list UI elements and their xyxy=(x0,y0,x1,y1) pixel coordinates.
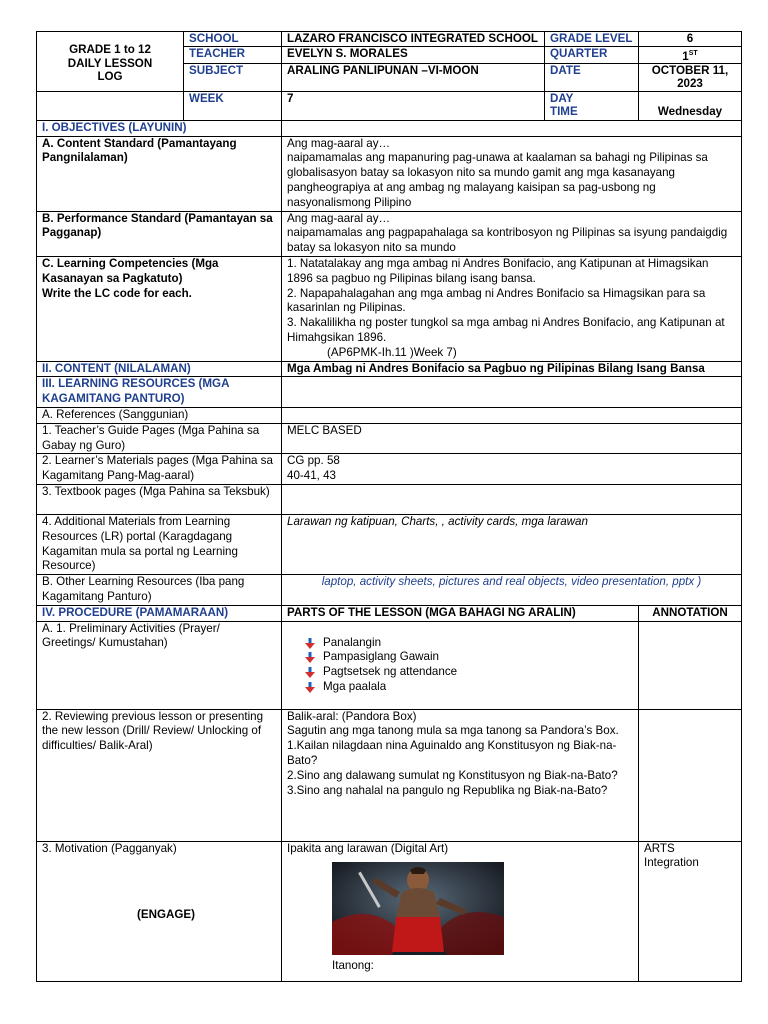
motivation-phase: (ENGAGE) xyxy=(137,908,195,922)
preliminary-item xyxy=(305,650,633,665)
tg-label: 1. Teacher’s Guide Pages (Mga Pahina sa Gabay ng Guro) xyxy=(37,423,282,454)
label-subject: SUBJECT xyxy=(184,63,282,91)
label-quarter: QUARTER xyxy=(545,46,639,63)
label-week: WEEK xyxy=(184,91,282,120)
motivation-text: Ipakita ang larawan (Digital Art) xyxy=(287,841,449,855)
arrow-down-bullet-icon xyxy=(305,638,315,649)
arrow-down-bullet-icon xyxy=(305,682,315,693)
performance-standard-text: Ang mag-aaral ay… naipamamalas ang pagpapahalaga sa kontribosyon ng Pilipinas sa isyung pandaigdig batay sa lokasyon nito sa mundo xyxy=(282,211,742,256)
competencies-cell xyxy=(282,257,742,362)
label-date: DATE xyxy=(545,63,639,91)
review-text: Balik-aral: (Pandora Box) Sagutin ang mga tanong mula sa mga tanong sa Pandora’s Box. 1.Kailan nilagdaan nina Aguinaldo ang Konstitusyon ng Biak-na-Bato? 2.Sino ang dalawang sumulat ng Konstitusyon ng Biak-na-Bato? 3.Sino ang nahalal na pangulo ng Republika ng Biak-na-Bato? xyxy=(282,709,639,841)
section-procedure-title: IV. PROCEDURE (PAMAMARAAN) xyxy=(37,605,282,621)
section-objectives-title: I. OBJECTIVES (LAYUNIN) xyxy=(37,120,282,136)
textbook-label: 3. Textbook pages (Mga Pahina sa Teksbuk) xyxy=(37,484,282,514)
label-teacher: TEACHER xyxy=(184,46,282,63)
additional-label: 4. Additional Materials from Learning Resources (LR) portal (Karagdagang Kagamitan mula sa portal ng Learning Resource) xyxy=(37,514,282,574)
value-teacher: EVELYN S. MORALES xyxy=(282,46,545,63)
section-resources-title: III. LEARNING RESOURCES (MGA KAGAMITANG PANTURO) xyxy=(37,377,282,408)
label-day-time: DAY TIME xyxy=(545,91,639,120)
digital-art-image xyxy=(332,862,504,955)
references-label: A. References (Sanggunian) xyxy=(37,408,282,424)
other-text: laptop, activity sheets, pictures and real objects, video presentation, pptx ) xyxy=(282,575,742,606)
performance-standard-label: B. Performance Standard (Pamantayan sa Pagganap) xyxy=(37,211,282,256)
arrow-down-bullet-icon xyxy=(305,667,315,678)
motivation-annotation: ARTS Integration xyxy=(639,841,742,981)
parts-header: PARTS OF THE LESSON (MGA BAHAGI NG ARALIN) xyxy=(282,605,639,621)
preliminary-item-label: Panalangin xyxy=(323,635,382,649)
lm-text: CG pp. 58 40-41, 43 xyxy=(282,454,742,485)
motivation-question: Itanong: xyxy=(332,959,374,973)
preliminary-cell xyxy=(282,621,639,709)
preliminary-item-label: Pagtsetsek ng attendance xyxy=(323,665,458,679)
content-standard-text: Ang mag-aaral ay… naipamamalas ang mapanuring pag-unawa at kaalaman sa bahagi ng Pilipinas sa globalisasyon batay sa lokasyon nito sa mundo gamit ang mga kasanayang pangheograpiya at ang ambag ng malayang kaisipan sa pag-usbong ng nasyonalismong Pilipino xyxy=(282,136,742,211)
value-subject: ARALING PANLIPUNAN –VI-MOON xyxy=(282,63,545,91)
quarter-suffix: ST xyxy=(688,49,698,57)
motivation-cell xyxy=(282,841,639,981)
value-day: Wednesday xyxy=(639,91,742,120)
arrow-down-bullet-icon xyxy=(305,652,315,663)
preliminary-item xyxy=(305,680,633,695)
motivation-label-cell xyxy=(37,841,282,981)
dll-table xyxy=(36,31,742,982)
preliminary-label: A. 1. Preliminary Activities (Prayer/ Greetings/ Kumustahan) xyxy=(37,621,282,709)
daily-lesson-log xyxy=(36,31,741,982)
value-quarter xyxy=(639,46,742,63)
value-grade-level: 6 xyxy=(639,32,742,47)
review-label: 2. Reviewing previous lesson or presenting the new lesson (Drill/ Review/ Unlocking of difficulties/ Balik-Aral) xyxy=(37,709,282,841)
preliminary-item-label: Pampasiglang Gawain xyxy=(323,650,440,664)
competencies-text: 1. Natatalakay ang mga ambag ni Andres Bonifacio, ang Katipunan at Himagsikan 1896 sa pagbuo ng Pilipinas bilang isang bansa. 2. Napapahalagahan ang mga ambag ni Andres Bonifacio sa Himagsikan para sa kasarinlan ng Pilipinas. 3. Nakalilikha ng poster tungkol sa mga ambag ni Andres Bonifacio, ang Katipunan at Himahgsikan 1896. xyxy=(287,257,725,345)
quarter-number: 1 xyxy=(682,49,689,63)
digital-art-illustration xyxy=(332,862,504,955)
annotation-header: ANNOTATION xyxy=(639,605,742,621)
additional-text: Larawan ng katipuan, Charts, , activity cards, mga larawan xyxy=(282,514,742,574)
competencies-label-text: C. Learning Competencies (Mga Kasanayan sa Pagkatuto) Write the LC code for each. xyxy=(42,257,219,300)
value-school: LAZARO FRANCISCO INTEGRATED SCHOOL xyxy=(282,32,545,47)
section-content-title: II. CONTENT (NILALAMAN) xyxy=(37,361,282,377)
content-text: Mga Ambag ni Andres Bonifacio sa Pagbuo ng Pilipinas Bilang Isang Bansa xyxy=(282,361,742,377)
other-label: B. Other Learning Resources (Iba pang Kagamitang Panturo) xyxy=(37,575,282,606)
competencies-label xyxy=(37,257,282,362)
dll-title: GRADE 1 to 12 DAILY LESSON LOG xyxy=(37,32,184,92)
label-grade-level: GRADE LEVEL xyxy=(545,32,639,47)
value-date: OCTOBER 11, 2023 xyxy=(639,63,742,91)
label-school: SCHOOL xyxy=(184,32,282,47)
competencies-code: (AP6PMK-Ih.11 )Week 7) xyxy=(327,345,457,359)
value-week: 7 xyxy=(282,91,545,120)
lm-label: 2. Learner’s Materials pages (Mga Pahina sa Kagamitang Pang-Mag-aaral) xyxy=(37,454,282,485)
content-standard-label: A. Content Standard (Pamantayang Pangnilalaman) xyxy=(37,136,282,211)
tg-text: MELC BASED xyxy=(282,423,742,454)
preliminary-item xyxy=(305,636,633,651)
preliminary-item xyxy=(305,665,633,680)
motivation-label: 3. Motivation (Pagganyak) xyxy=(42,841,177,855)
textbook-text xyxy=(282,484,742,514)
preliminary-list xyxy=(287,636,633,695)
preliminary-item-label: Mga paalala xyxy=(323,679,387,693)
